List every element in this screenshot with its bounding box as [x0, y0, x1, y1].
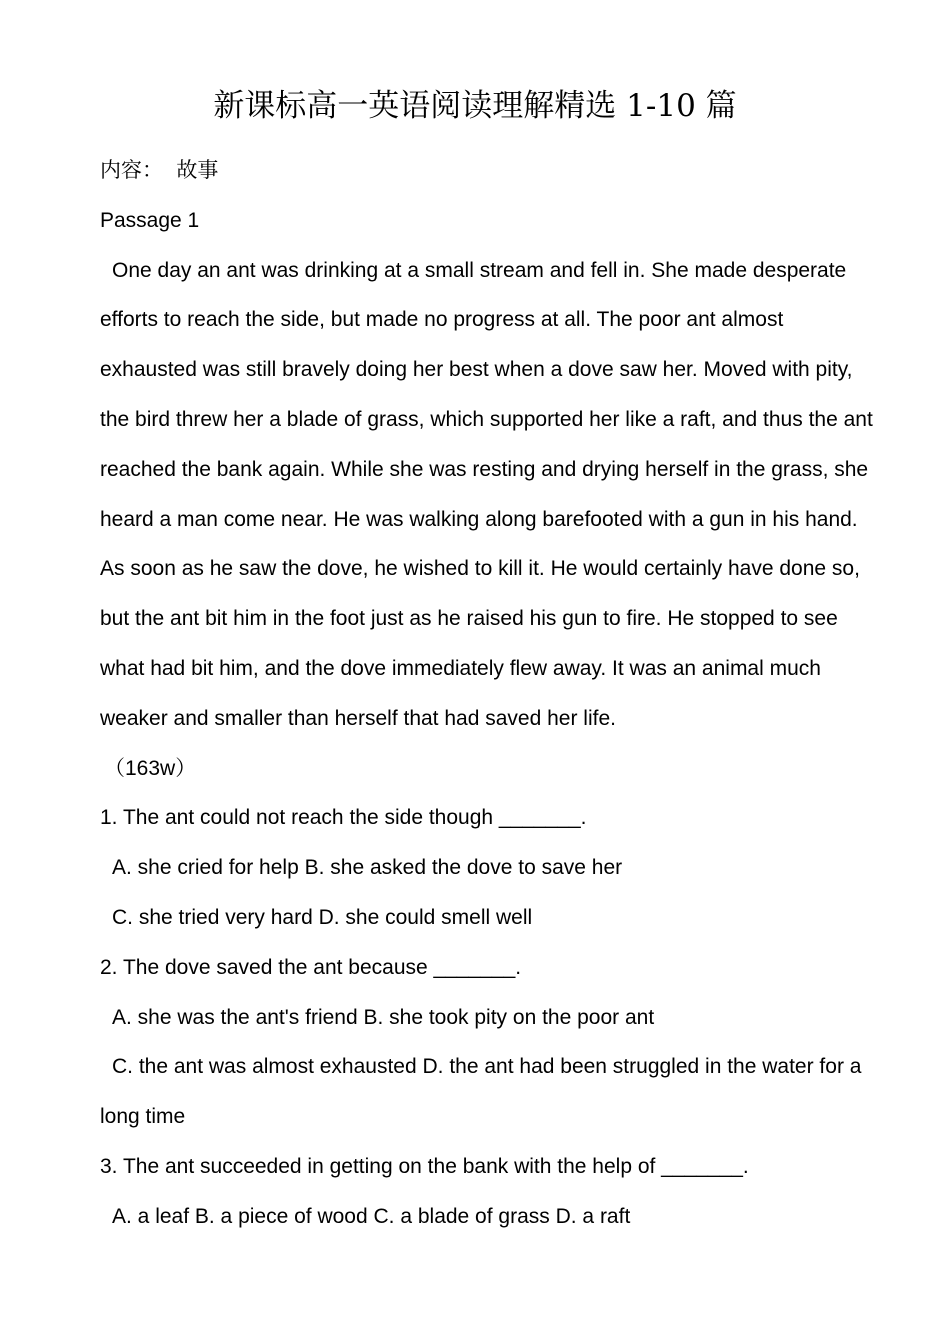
question-options: A. she cried for help B. she asked the dove to save her [112, 856, 623, 880]
question-options: C. the ant was almost exhausted D. the ant had been struggled in the water for a [112, 1055, 862, 1079]
passage-line: As soon as he saw the dove, he wished to kill it. He would certainly have done so, [100, 557, 860, 581]
content-label: 内容： 故事 [100, 158, 219, 182]
document-body [100, 146, 873, 1242]
passage-line: weaker and smaller than herself that had saved her life. [100, 706, 616, 730]
question-3 [100, 1142, 852, 1242]
question-options: C. she tried very hard D. she could smell well [112, 905, 533, 929]
question-stem: 3. The ant succeeded in getting on the bank with the help of _______. [100, 1154, 749, 1178]
passage-heading: Passage 1 [100, 208, 200, 232]
passage-line: efforts to reach the side, but made no progress at all. The poor ant almost [100, 308, 784, 332]
question-2 [100, 943, 862, 1142]
question-1 [100, 793, 852, 942]
question-stem: 2. The dove saved the ant because _______. [100, 955, 522, 979]
question-options: A. a leaf B. a piece of wood C. a blade of grass D. a raft [112, 1204, 631, 1228]
passage-line: the bird threw her a blade of grass, which supported her like a raft, and thus the ant [100, 407, 873, 431]
passage-line: One day an ant was drinking at a small stream and fell in. She made desperate [112, 258, 847, 282]
passage-text [100, 246, 873, 744]
word-count: （163w） [104, 756, 197, 780]
question-options-continuation: long time [100, 1105, 186, 1129]
question-options: A. she was the ant's friend B. she took pity on the poor ant [112, 1005, 655, 1029]
document-title: 新课标高一英语阅读理解精选 1-10 篇 [213, 88, 737, 124]
passage-line: what had bit him, and the dove immediately flew away. It was an animal much [100, 656, 821, 680]
passage-line: but the ant bit him in the foot just as he raised his gun to fire. He stopped to see [100, 607, 838, 631]
passage-line: heard a man come near. He was walking along barefooted with a gun in his hand. [100, 507, 858, 531]
passage-line: reached the bank again. While she was resting and drying herself in the grass, she [100, 457, 869, 481]
question-stem: 1. The ant could not reach the side though _______. [100, 806, 587, 830]
passage-line: exhausted was still bravely doing her best when a dove saw her. Moved with pity, [100, 358, 853, 382]
